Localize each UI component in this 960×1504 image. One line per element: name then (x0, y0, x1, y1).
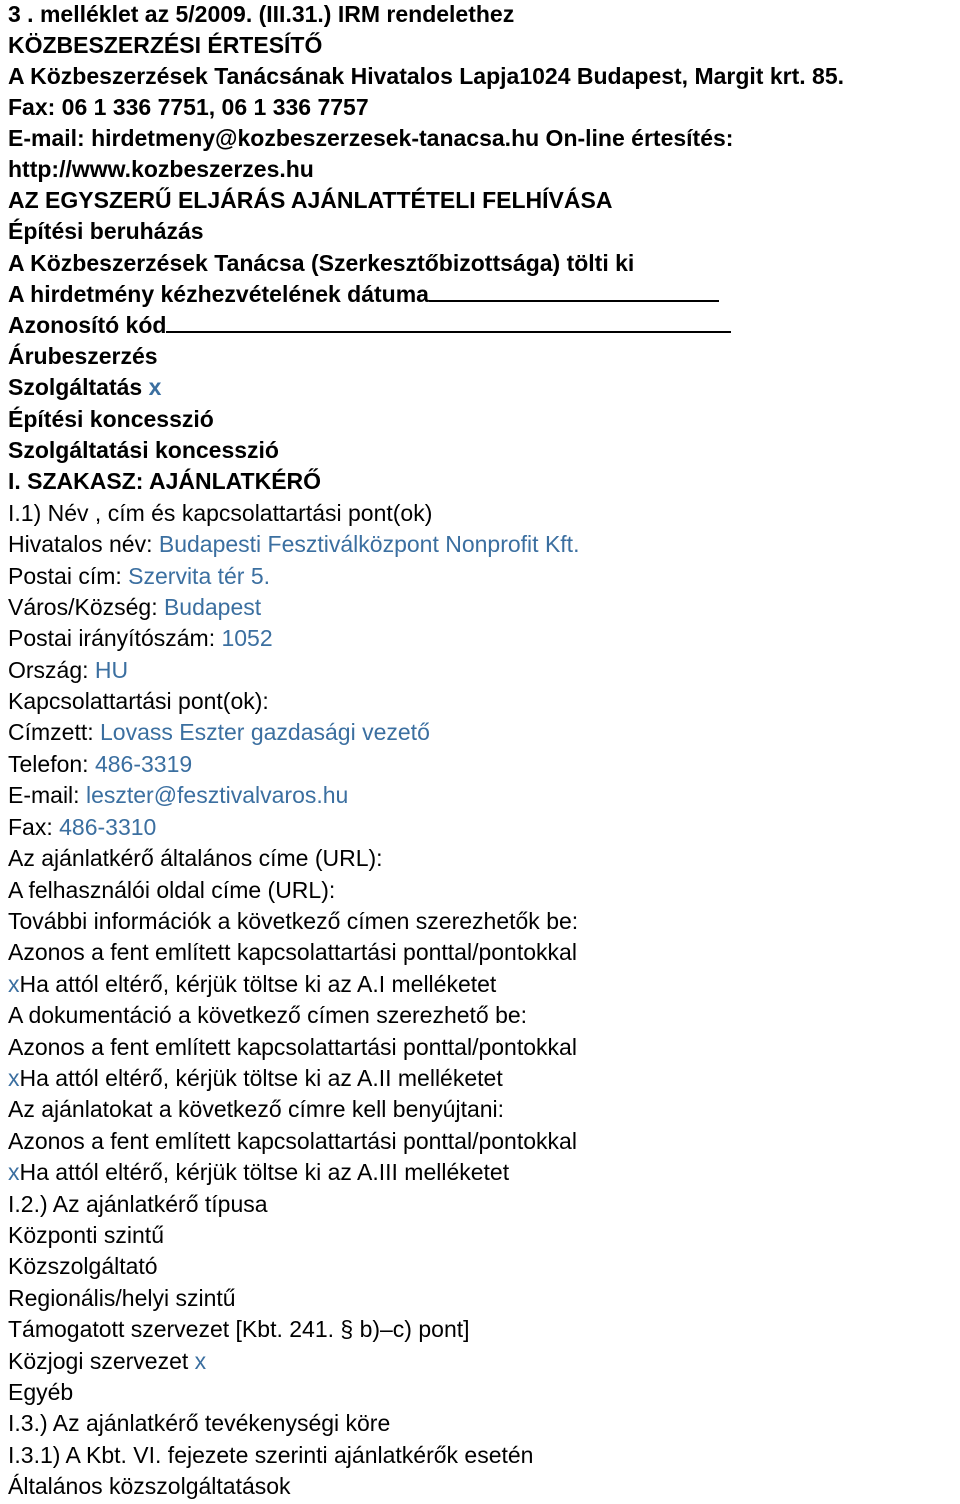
annex-1-row (8, 970, 496, 998)
general-url-label: Az ajánlatkérő általános címe (URL): (8, 845, 383, 871)
fax-label: Fax: (8, 814, 60, 840)
annex-1-mark: x (8, 971, 20, 997)
filled-by-line: A Közbeszerzések Tanácsa (Szerkesztőbizottsága) tölti ki (8, 250, 635, 276)
annex-2-row (8, 1064, 503, 1092)
postal-address-value: Szervita tér 5. (128, 563, 271, 589)
postal-address-row (8, 562, 270, 590)
subsection-1-3-1: I.3.1) A Kbt. VI. fejezete szerinti ajánlatkérők esetén (8, 1442, 534, 1468)
type-public-law: Közjogi szervezet (8, 1348, 195, 1374)
header-line-3: A Közbeszerzések Tanácsának Hivatalos Lapja1024 Budapest, Margit krt. 85. (8, 63, 845, 89)
buyer-profile-label: A felhasználói oldal címe (URL): (8, 877, 336, 903)
annex-3-text: Ha attól eltérő, kérjük töltse ki az A.III melléketet (19, 1159, 510, 1185)
notice-subtitle: Építési beruházás (8, 218, 204, 244)
annex-3-row (8, 1158, 509, 1186)
email-label: E-mail: (8, 782, 86, 808)
type-service: Szolgáltatás (8, 374, 143, 400)
receipt-date-row (8, 280, 719, 308)
annex-2-mark: x (8, 1065, 20, 1091)
tenders-to-line: Az ajánlatokat a következő címre kell benyújtani: (8, 1096, 505, 1122)
id-code-field[interactable] (166, 311, 731, 333)
type-service-concession: Szolgáltatási koncesszió (8, 437, 279, 463)
country-row (8, 656, 128, 684)
official-name-label: Hivatalos név: (8, 531, 159, 557)
official-name-row (8, 530, 579, 558)
addressee-label: Címzett: (8, 719, 101, 745)
type-other: Egyéb (8, 1379, 74, 1405)
documentation-line: A dokumentáció a következő címen szerezhető be: (8, 1002, 528, 1028)
phone-label: Telefon: (8, 751, 95, 777)
postcode-label: Postai irányítószám: (8, 625, 222, 651)
contact-points-label: Kapcsolattartási pont(ok): (8, 688, 269, 714)
phone-value: 486-3319 (94, 751, 193, 777)
official-name-value: Budapesti Fesztiválközpont Nonprofit Kft. (158, 531, 580, 557)
receipt-date-field[interactable] (429, 280, 719, 302)
subsection-1-2: I.2.) Az ajánlatkérő típusa (8, 1191, 268, 1217)
receipt-date-label: A hirdetmény kézhezvételének dátuma (8, 281, 429, 307)
general-public-services: Általános közszolgáltatások (8, 1473, 291, 1499)
type-regional: Regionális/helyi szintű (8, 1285, 236, 1311)
annex-3-mark: x (8, 1159, 20, 1185)
section-heading: I. SZAKASZ: AJÁNLATKÉRŐ (8, 468, 322, 494)
postcode-value: 1052 (221, 625, 273, 651)
notice-title: AZ EGYSZERŰ ELJÁRÁS AJÁNLATTÉTELI FELHÍVÁSA (8, 187, 613, 213)
same-as-above-2: Azonos a fent említett kapcsolattartási ponttal/pontokkal (8, 1034, 577, 1060)
type-public-law-row (8, 1347, 206, 1375)
gazette-title: KÖZBESZERZÉSI ÉRTESÍTŐ (8, 32, 323, 58)
city-value: Budapest (163, 594, 262, 620)
addressee-value: Lovass Eszter gazdasági vezető (100, 719, 430, 745)
subsection-1-1: I.1) Név , cím és kapcsolattartási pont(ok) (8, 500, 433, 526)
type-supported: Támogatott szervezet [Kbt. 241. § b)–c) pont] (8, 1316, 470, 1342)
type-service-mark: x (148, 374, 162, 400)
postcode-row (8, 624, 273, 652)
header-url: http://www.kozbeszerzes.hu (8, 156, 314, 182)
email-row (8, 781, 348, 809)
fax-row (8, 813, 156, 841)
postal-address-label: Postai cím: (8, 563, 129, 589)
country-label: Ország: (8, 657, 95, 683)
header-email: E-mail: hirdetmeny@kozbeszerzesek-tanacsa.hu On-line értesítés: (8, 125, 734, 151)
header-fax: Fax: 06 1 336 7751, 06 1 336 7757 (8, 94, 369, 120)
annex-1-text: Ha attól eltérő, kérjük töltse ki az A.I melléketet (19, 971, 497, 997)
type-public-law-mark: x (194, 1348, 207, 1374)
type-works-concession: Építési koncesszió (8, 406, 214, 432)
country-value: HU (94, 657, 129, 683)
type-service-row (8, 373, 161, 401)
email-value[interactable]: leszter@fesztivalvaros.hu (85, 782, 349, 808)
type-central: Központi szintű (8, 1222, 164, 1248)
header-line-1: 3 . melléklet az 5/2009. (III.31.) IRM rendelethez (8, 1, 515, 27)
addressee-row (8, 718, 430, 746)
annex-2-text: Ha attól eltérő, kérjük töltse ki az A.II melléketet (19, 1065, 503, 1091)
city-row (8, 593, 261, 621)
id-code-row (8, 311, 731, 339)
further-info-line: További információk a következő címen szerezhetők be: (8, 908, 579, 934)
same-as-above-3: Azonos a fent említett kapcsolattartási ponttal/pontokkal (8, 1128, 577, 1154)
phone-row (8, 750, 192, 778)
fax-value: 486-3310 (59, 814, 157, 840)
same-as-above-1: Azonos a fent említett kapcsolattartási ponttal/pontokkal (8, 939, 577, 965)
type-public-service: Közszolgáltató (8, 1253, 158, 1279)
city-label: Város/Község: (8, 594, 164, 620)
subsection-1-3: I.3.) Az ajánlatkérő tevékenységi köre (8, 1410, 391, 1436)
id-code-label: Azonosító kód (8, 312, 167, 338)
type-supply: Árubeszerzés (8, 343, 158, 369)
